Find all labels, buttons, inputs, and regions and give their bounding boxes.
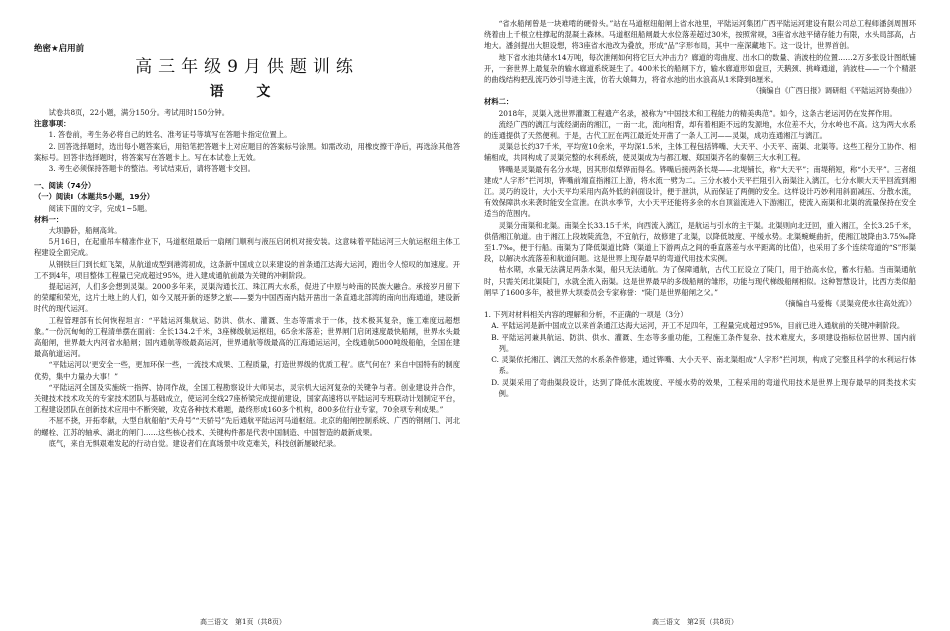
exam-info: 试卷共8页，22小题，满分150分。考试用时150分钟。 — [48, 108, 230, 117]
source-citation: （摘编自《广西日报》调研组《平陆运河协奏曲》） — [751, 86, 916, 96]
option-b: B. 平陆运河兼具航运、防洪、供水、灌溉、生态等多重功能，工程施工条件复杂、技术难度大，多项建设指标位居世界、国内前列。 — [491, 332, 916, 353]
page-footer-right: 高三语文 第2页（共8页） — [652, 618, 738, 626]
paragraph: 不屈不挠，开拓奉献，大型自航船舶“天舟号”“天骄号”先后通航平陆运河马道枢纽。北京的船闸控制系统、广西的钢闸门、河北的螺栓、江苏的轴承、湖北的闸门……这些核心技术、关键构件都是代表中国制造、中国智造的最新成果。 — [34, 416, 460, 437]
paragraph: “平陆运河以‘更安全一些，更加环保一些，一流技术成果、工程质量，打造世界级的优质工程’。底气何在？来自中国特有的制度优势，集中力量办大事！” — [34, 360, 460, 381]
paragraph: 枯水期，水量无法满足两条水渠，船只无法通航。为了保障通航，古代工匠设立了陡门，用于抬高水位，蓄水行船。当南渠通航时，只需关闭北渠陡门，水就全流入南渠。这是世界最早的多级船闸的雏形，功能与现代梯级船闸相似。这种智慧设计，比西方类似船闸早了1600多年，被世界大坝委员会专家称誉：“陡门是世界船闸之父。” — [484, 265, 916, 297]
instruction: 阅读下面的文字，完成1~5题。 — [48, 203, 152, 213]
paragraph: “省水船闸曾是一块难啃的硬骨头。”站在马道枢纽船闸上省水池里，平陆运河集团广西平陆运河建设有限公司总工程师潘剑周围环绕着由上千根立柱撑起的混凝土森林。马道枢纽船闸最大水位落差超过30米，按照常规，3座省水池平储存能力有限，水头局部高，占地大。潘剑提出大胆设想，将3座省水池改为叠放，形成“品”字形布局，其中一座深藏地下。这一设计，世界首创。 — [484, 19, 916, 51]
question-options — [484, 320, 916, 398]
subject-title: 语 文 — [209, 84, 285, 100]
option-a: A. 平陆运河是新中国成立以来首条通江达海大运河，开工不足四年，工程量完成超过95%，目前已进入通航前的关键冲刺阶段。 — [491, 321, 905, 331]
paragraph: 从钢铁巨门到长虹飞架，从航道成型到港湾初成，这条新中国成立以来建设的首条通江达海大运河，跑出令人惊叹的加速度。开工不到4年，项目整体工程量已完成超过95%，进入建成通航前最为关键的冲刺阶段。 — [34, 259, 460, 280]
material2-label: 材料二： — [484, 97, 514, 107]
paragraph: 铧嘴是灵渠最有名分水堤，因其形似犁铧而得名。铧嘴后接两条长堤——北堤铺长，称“大天平”；南堤稍短，称“小天平”。三者组建成“人字形”拦河坝，铧嘴前端直指湘江上游，将水流一劈为二。三分水被小天平拦阻引入南渠注入漓江，七分水顺大天平回流到湘江。灵巧的设计，大小天平均采用内高外低的斜面设计，便于泄洪，从而保证了两侧的安全。这样设计巧妙利用斜面减压、分散水流，有效保障洪水来袭时能安全宣泄。在洪水季节，大小天平还能将多余的水自顶溢流进入下游湘江，使流入南渠和北渠的流量保持在安全适当的范围内。 — [484, 164, 916, 219]
material1-title: 大坝静卧，船闸高耸。 — [48, 226, 122, 236]
option-c: C. 灵渠依托湘江、漓江天然的水系条件修建，通过铧嘴、大小天平、南北渠组成“人字形”拦河坝，构成了完整且科学的水利运行体系。 — [491, 355, 916, 376]
paragraph: “平陆运河全国及实施统一指挥、协同作战，全国工程勘察设计大师吴志，灵宗机大运河复杂的关键争与者。创业建设并合作，关键技术技术攻关的专家技术团队与基础成立，使运河全线27座桥梁完成提前建设，国家高速将以平陆运河专班联动计划制定平台，工程建设团队在创新技术应用中不断突破，攻克各种技术难题，最终形成160多个机构，800多位行业专家，70余项专利成果。” — [34, 382, 460, 415]
paragraph: 底气，来自无惧艰难发起的行动自觉。建设者们在真场景中攻克难关，科技创新屡破纪录。 — [48, 438, 341, 448]
question-stem: 1. 下列对材料相关内容的理解和分析，不正确的一项是（3分） — [484, 310, 688, 320]
section-heading: 一、阅读（74分） — [34, 181, 96, 191]
paragraph: 提起运河，人们多会想到灵渠。2000多年来，灵渠沟通长江、珠江两大水系，促进了中原与岭南的民族大融合。承接岁月留下的荣耀和荣光，这片土地上的人们，如今又展开新的逐梦之旅——要为中国西南内陆开凿出一条直通北部湾的南向出海通道，建设新时代的现代运河。 — [34, 282, 460, 314]
option-d: D. 灵渠采用了弯曲渠段设计，达到了降低水流坡度、平缓水势的效果，工程采用的弯道代用技术是世界上现存最早的同类技术实例。 — [491, 377, 916, 398]
material1-label: 材料一： — [34, 214, 64, 224]
note-item: 3. 考生必须保持答题卡的整洁。考试结束后，请将答题卡交回。 — [48, 164, 255, 174]
paragraph: 灵渠总长约37千米，平均宽10余米，平均深1.5米，主体工程包括铧嘴、大天平、小天平、南渠、北渠等。这些工程分工协作、相辅相成，共同构成了灵渠完整的水利系统，使灵渠成为与都江堰、郑国渠齐名的秦朝三大水利工程。 — [484, 142, 916, 163]
source-citation: （摘编自马爱梅《灵渠竞使水往高处流》） — [781, 299, 916, 309]
page-footer-left: 高三语文 第1页（共8页） — [200, 618, 286, 626]
subsection-heading: （一）阅读Ⅰ（本题共5小题，19分） — [34, 192, 155, 202]
notes-heading: 注意事项： — [34, 119, 71, 129]
paragraph: 2018年，灵渠入选世界灌溉工程遗产名录，被称为“中国技术和工程能力的精美典范”。如今，这条古老运河仍在发挥作用。 — [498, 108, 897, 118]
note-item: 1. 答卷前，考生务必将自己的姓名、准考证号等填写在答题卡指定位置上。 — [48, 130, 292, 140]
paragraph: 地下省水池共储水14万吨，每次泄闸如何将它巨大冲击力？廊道的弯曲度、出水口的数量、消波柱的位置……2万多张设计图纸铺开，一套世界上最复杂的输水廊道系统诞生了。400米长的船闸下方，输水廊道形如盘亘，天鹅颈、挑峰通道，消波柱——一个个精湛的曲线结构把乱流巧妙引导进主流，仿若大娘舞力，将省水池的出水浪高从1米降到8厘米。 — [484, 52, 916, 85]
paragraph: 灵渠分南渠和北渠。南渠全长33.15千米，向西流入漓江，是航运与引水的主干渠。北渠则向北迂回，重入湘江，全长3.25千米，供借湘江航道。由于湘江上段坡陡流急，不宜航行，故修建了北渠，以降低坡度、平缓水势。北渠蜿蜒曲折，使湘江坡降由3.75‰降至1.7‰，便于行船。南渠为了降低渠道比降（渠道上下游两点之间的垂直落差与水平距离的比值），也采用了多个连续弯道的“S”形渠段，以解决水流落差和航道问题。这是世界上现存最早的弯道代用技术实例。 — [484, 220, 916, 264]
paragraph: 流经广西的漓江与流经湖南的湘江，一南一北，流向相背，却有着相距不远的发源地，水位差不大，分水岭也不高。这为两大水系的连通提供了天然便利。于是，古代工匠在两江最近处开凿了一条人工河——灵渠，成功连通湘江与漓江。 — [484, 119, 916, 141]
right-column — [484, 18, 916, 617]
paragraph: 5月16日，在起重吊车精准作业下，马道枢纽最后一扇闸门顺利与液压启闭机对接安装。这意味着平陆运河三大航运枢纽主体工程建设全面完成。 — [34, 237, 460, 258]
left-column — [34, 18, 460, 617]
note-item: 2. 回答选择题时，选出每小题答案后，用铅笔把答题卡上对应题目的答案标号涂黑。如需改动，用橡皮擦干净后，再选涂其他答案标号。回答非选择题时，将答案写在答题卡上。写在本试卷上无效。 — [34, 141, 460, 162]
exam-title: 高三年级9月供题训练 — [135, 57, 359, 77]
confidential-mark: 绝密★启用前 — [34, 44, 85, 54]
paragraph: 工程管理部有长何恢程坦言：“平陆运河集航运、防洪、供水、灌溉、生态等需求于一体，技术极其复杂，施工难度远超想象。”一份沉甸甸的工程清单摆在面前：全长134.2千米，3座梯级航运枢纽，65余米落差；世界闸门启闭速度最快船闸，世界水头最高船闸，世界最大内河省水船闸；国内通航等级最高运河，世界通航等级最高的江海通运运河，全线通航5000吨级船舶，全国在建最高航道运河。 — [34, 315, 460, 359]
